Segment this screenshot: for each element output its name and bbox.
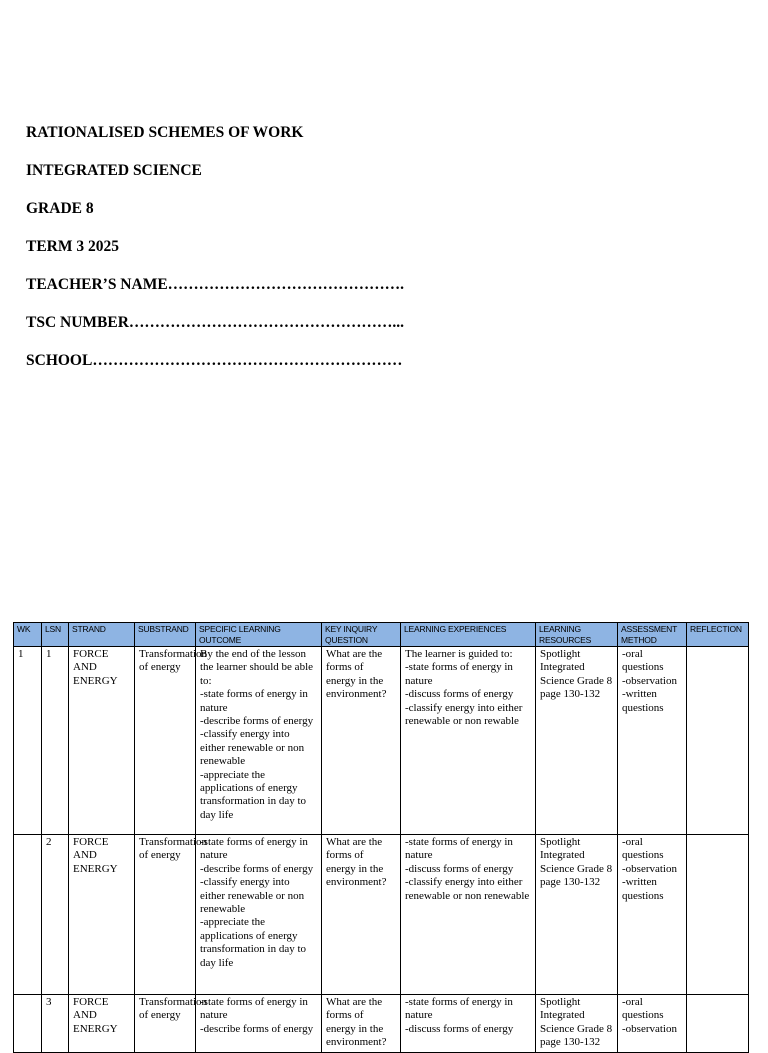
cell-question: What are the forms of energy in the environment? — [322, 647, 401, 835]
cell-wk — [14, 835, 42, 995]
cell-strand: FORCE AND ENERGY — [69, 995, 135, 1053]
table-row — [14, 995, 749, 1053]
cell-resources: Spotlight Integrated Science Grade 8 page 130-132 — [536, 835, 618, 995]
column-header-lsn: LSN — [42, 623, 69, 647]
grade-line: GRADE 8 — [26, 200, 94, 217]
column-header-resources: LEARNING RESOURCES — [536, 623, 618, 647]
tsc-number-line: TSC NUMBER……………………………………………... — [26, 314, 405, 331]
cell-substrand: Transformation of energy — [135, 647, 196, 835]
table-row — [14, 647, 749, 835]
document-header — [26, 122, 404, 388]
column-header-substrand: SUBSTRAND — [135, 623, 196, 647]
cell-assessment: -oral questions -observation -written questions — [618, 835, 687, 995]
cell-assessment: -oral questions -observation -written questions — [618, 647, 687, 835]
cell-outcome: By the end of the lesson the learner should be able to: -state forms of energy in nature -describe forms of energy -classify energy into either renewable or non renewable -appreciate the applications of energy transformation in day to day life — [196, 647, 322, 835]
column-header-wk: WK — [14, 623, 42, 647]
cell-outcome: -state forms of energy in nature -describe forms of energy — [196, 995, 322, 1053]
cell-lsn: 3 — [42, 995, 69, 1053]
cell-assessment: -oral questions -observation — [618, 995, 687, 1053]
cell-experiences: -state forms of energy in nature -discuss forms of energy — [401, 995, 536, 1053]
column-header-strand: STRAND — [69, 623, 135, 647]
school-line: SCHOOL…………………………………………………… — [26, 352, 403, 369]
table-row — [14, 835, 749, 995]
document-title: RATIONALISED SCHEMES OF WORK — [26, 124, 304, 141]
cell-reflection — [687, 995, 749, 1053]
cell-reflection — [687, 835, 749, 995]
cell-strand: FORCE AND ENERGY — [69, 835, 135, 995]
cell-experiences: -state forms of energy in nature -discuss forms of energy -classify energy into either renewable or non renewable — [401, 835, 536, 995]
cell-substrand: Transformation of energy — [135, 835, 196, 995]
cell-lsn: 1 — [42, 647, 69, 835]
cell-question: What are the forms of energy in the environment? — [322, 835, 401, 995]
table-header-row — [14, 623, 749, 647]
cell-question: What are the forms of energy in the environment? — [322, 995, 401, 1053]
column-header-experiences: LEARNING EXPERIENCES — [401, 623, 536, 647]
teacher-name-line: TEACHER’S NAME………………………………………. — [26, 276, 405, 293]
cell-resources: Spotlight Integrated Science Grade 8 page 130-132 — [536, 647, 618, 835]
cell-outcome: -state forms of energy in nature -describe forms of energy -classify energy into either renewable or non renewable -appreciate the applications of energy transformation in day to day life — [196, 835, 322, 995]
cell-lsn: 2 — [42, 835, 69, 995]
cell-resources: Spotlight Integrated Science Grade 8 page 130-132 — [536, 995, 618, 1053]
column-header-question: KEY INQUIRY QUESTION — [322, 623, 401, 647]
schemes-of-work-table — [13, 622, 749, 1053]
subject-line: INTEGRATED SCIENCE — [26, 162, 202, 179]
cell-strand: FORCE AND ENERGY — [69, 647, 135, 835]
cell-reflection — [687, 647, 749, 835]
term-line: TERM 3 2025 — [26, 238, 119, 255]
column-header-assessment: ASSESSMENT METHOD — [618, 623, 687, 647]
column-header-outcome: SPECIFIC LEARNING OUTCOME — [196, 623, 322, 647]
cell-substrand: Transformation of energy — [135, 995, 196, 1053]
cell-wk: 1 — [14, 647, 42, 835]
cell-experiences: The learner is guided to: -state forms of energy in nature -discuss forms of energy -classify energy into either renewable or non rewable — [401, 647, 536, 835]
cell-wk — [14, 995, 42, 1053]
column-header-reflection: REFLECTION — [687, 623, 749, 647]
